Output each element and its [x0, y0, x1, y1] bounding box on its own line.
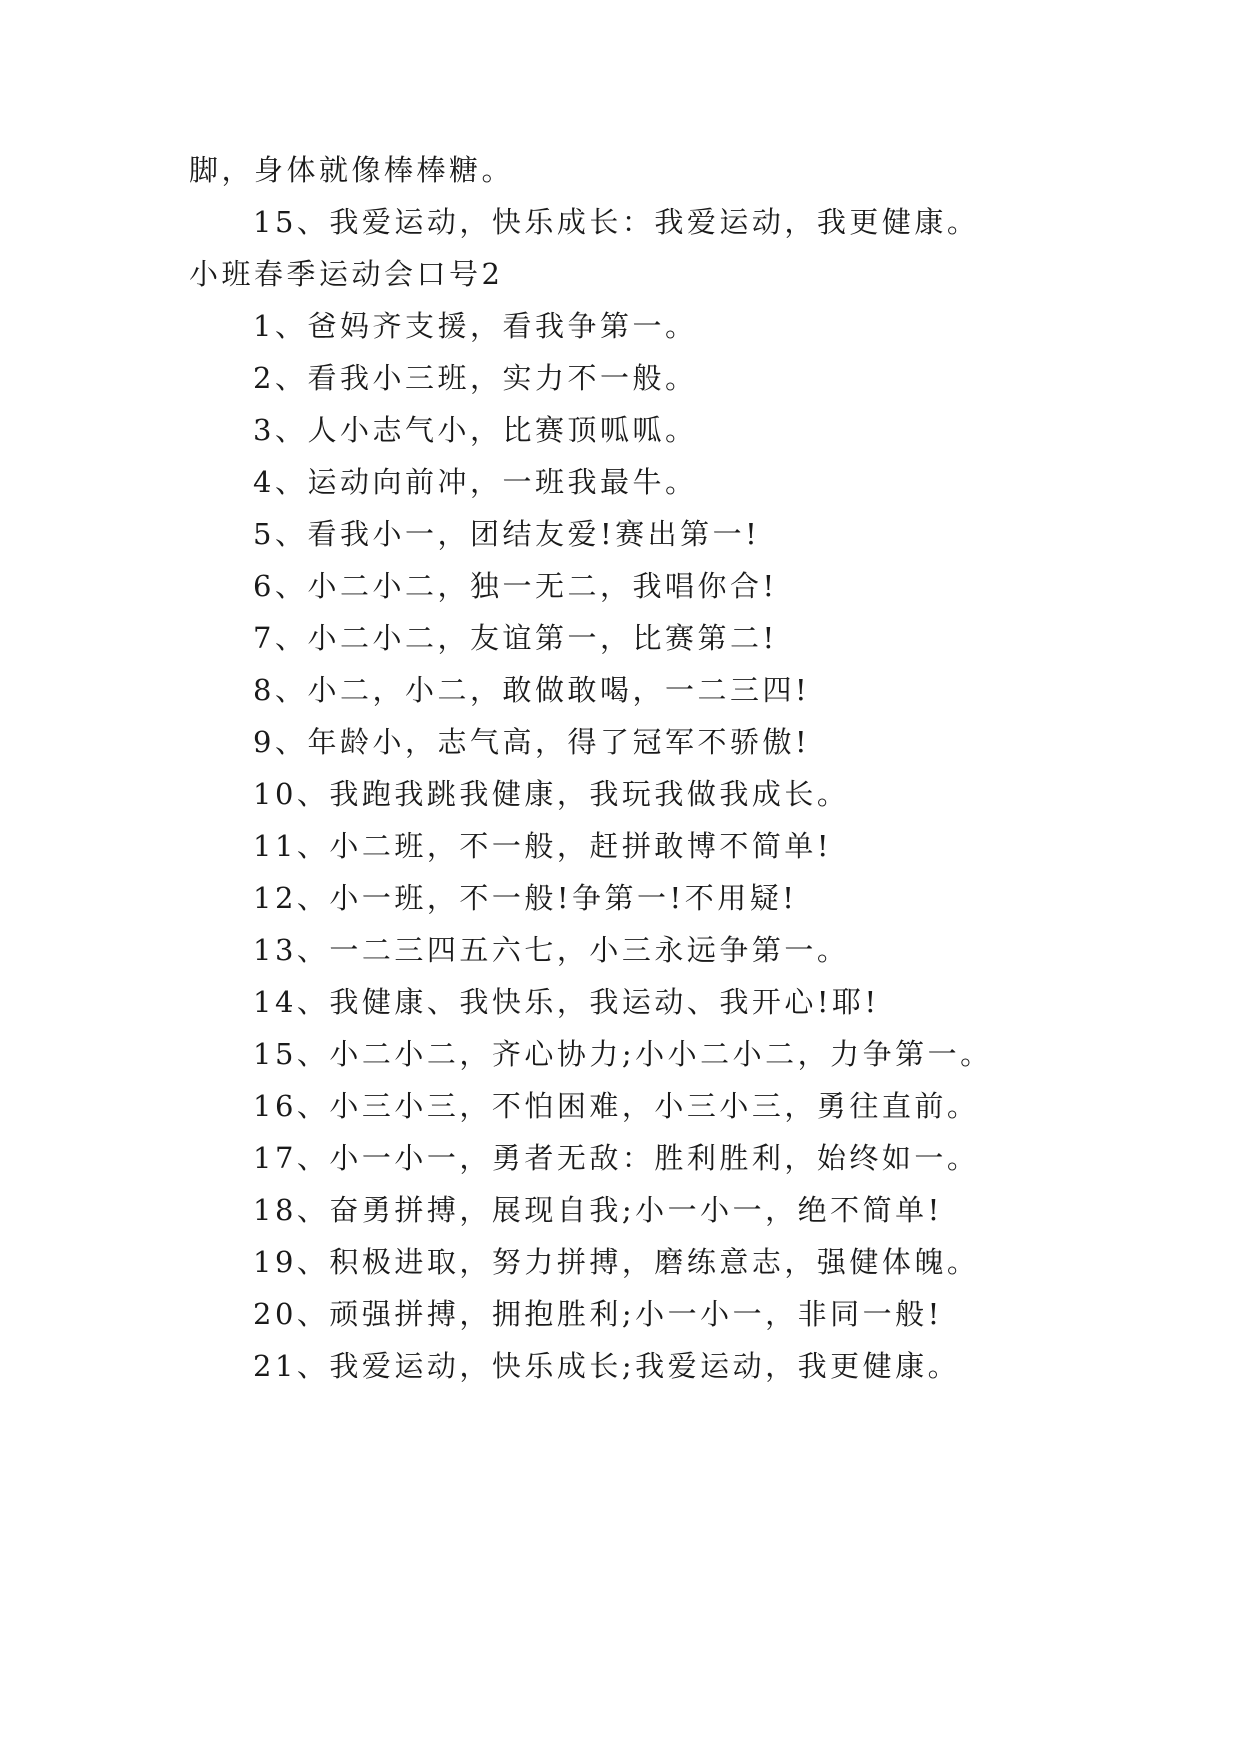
- list-item: 21、我爱运动，快乐成长;我爱运动，我更健康。: [253, 1349, 961, 1383]
- continuation-text: 脚，身体就像棒棒糖。: [189, 153, 515, 187]
- list-item: 20、顽强拼搏，拥抱胜利;小一小一，非同一般!: [253, 1297, 943, 1331]
- list-item: 11、小二班，不一般，赶拼敢博不简单!: [253, 829, 833, 863]
- list-item: 7、小二小二，友谊第一，比赛第二!: [253, 621, 778, 655]
- list-item: 1、爸妈齐支援，看我争第一。: [253, 309, 698, 343]
- list-item: 16、小三小三，不怕困难，小三小三，勇往直前。: [253, 1089, 980, 1123]
- list-item: 14、我健康、我快乐，我运动、我开心!耶!: [253, 985, 880, 1019]
- list-item: 13、一二三四五六七，小三永远争第一。: [253, 933, 850, 967]
- list-item: 19、积极进取，努力拼搏，磨练意志，强健体魄。: [253, 1245, 980, 1279]
- list-item: 17、小一小一，勇者无敌：胜利胜利，始终如一。: [253, 1141, 980, 1175]
- list-item: 9、年龄小，志气高，得了冠军不骄傲!: [253, 725, 811, 759]
- list-item: 15、我爱运动，快乐成长：我爱运动，我更健康。: [253, 205, 980, 239]
- list-item: 15、小二小二，齐心协力;小小二小二，力争第一。: [253, 1037, 993, 1071]
- list-item: 4、运动向前冲，一班我最牛。: [253, 465, 698, 499]
- list-item: 12、小一班，不一般!争第一!不用疑!: [253, 881, 798, 915]
- list-item: 2、看我小三班，实力不一般。: [253, 361, 698, 395]
- list-item: 5、看我小一，团结友爱!赛出第一!: [253, 517, 761, 551]
- list-item: 8、小二，小二，敢做敢喝，一二三四!: [253, 673, 811, 707]
- section-title: 小班春季运动会口号2: [189, 257, 504, 291]
- list-item: 6、小二小二，独一无二，我唱你合!: [253, 569, 778, 603]
- list-item: 18、奋勇拼搏，展现自我;小一小一，绝不简单!: [253, 1193, 943, 1227]
- list-item: 3、人小志气小，比赛顶呱呱。: [253, 413, 698, 447]
- list-item: 10、我跑我跳我健康，我玩我做我成长。: [253, 777, 850, 811]
